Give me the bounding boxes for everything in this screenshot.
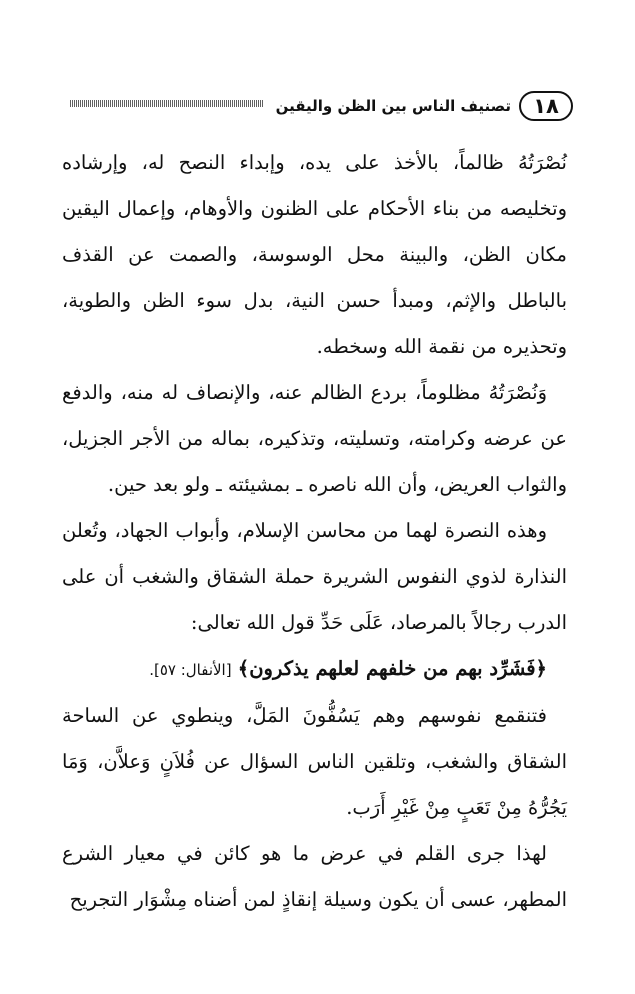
paragraph: نُصْرَتُهُ ظالماً، بالأخذ على يده، وإبداء النصح له، وإرشاده وتخليصه من بناء الأحكام على الظنون والأوهام، وإعمال اليقين مكان الظن، والبينة محل الوسوسة، والصمت عن القذف بالباطل والإثم، ومبدأ حسن النية، بدل سوء الظن والطوية، وتحذيره من نقمة الله وسخطه.: [62, 151, 567, 358]
running-header: [70, 86, 573, 126]
paragraph: فتنقمع نفوسهم وهم يَسُفُّونَ المَلَّ، وينطوي عن الساحة الشقاق والشغب، وتلقين الناس السؤال عن فُلاَنٍ وَعلاَّن، وَمَا يَجُرُّهُ مِنْ تَعَبٍ مِنْ غَيْرِ أَرَب.: [62, 704, 567, 819]
quran-quote-line: [62, 646, 567, 693]
header-rule: [70, 100, 264, 107]
paragraph: وَنُصْرَتُهُ مظلوماً، بردع الظالم عنه، والإنصاف له منه، والدفع عن عرضه وكرامته، وتسليته، وتذكيره، بماله من الأجر الجزيل، والثواب العريض، وأن الله ناصره ـ بمشيئته ـ ولو بعد حين.: [62, 381, 567, 496]
paragraph: وهذه النصرة لهما من محاسن الإسلام، وأبواب الجهاد، وتُعلن النذارة لذوي النفوس الشريرة حملة الشقاق والشغب أن على الدرب رجالاً بالمرصاد، عَلَى حَدِّ قول الله تعالى:: [62, 519, 567, 634]
page-number: ١٨: [519, 91, 573, 121]
body-text: [62, 140, 567, 923]
paragraph: لهذا جرى القلم في عرض ما هو كائن في معيار الشرع المطهر، عسى أن يكون وسيلة إنقاذٍ لمن أضناه مِشْوَار التجريح: [62, 842, 567, 911]
running-title: تصنيف الناس بين الظن واليقين: [275, 97, 511, 115]
quote-reference: [الأنفال: ٥٧].: [149, 661, 232, 679]
quran-quote: ﴿فَشَرِّد بهم من خلفهم لعلهم يذكرون﴾: [237, 657, 547, 680]
